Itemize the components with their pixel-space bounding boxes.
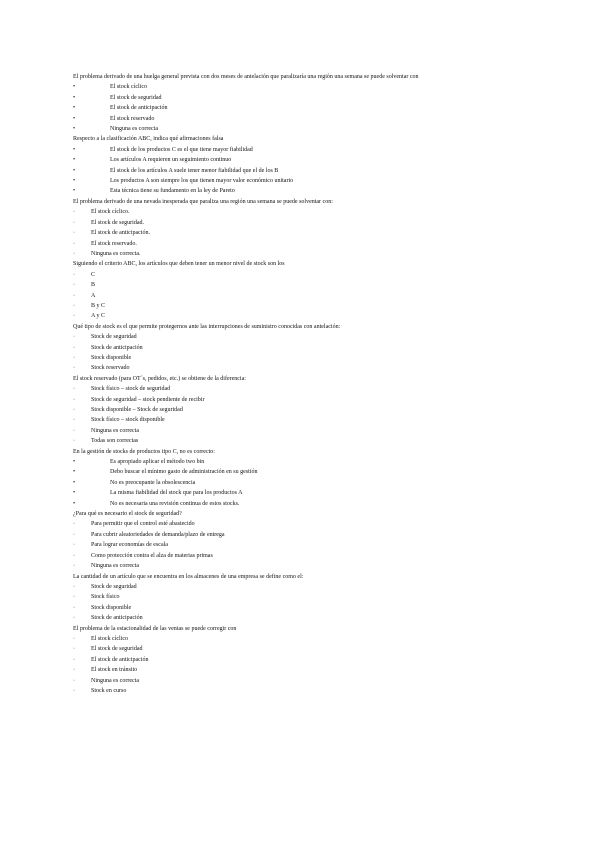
answer-option xyxy=(73,239,543,249)
bullet-marker: • xyxy=(73,479,76,486)
question-block xyxy=(73,509,543,571)
answer-option xyxy=(73,603,543,613)
option-text: Stock disponible xyxy=(91,354,132,361)
answer-option xyxy=(73,499,543,509)
option-text: No es preocupante la obsolescencia xyxy=(110,479,196,486)
question-text: La cantidad de un artículo que se encuentra en los almacenes de una empresa se define como el: xyxy=(73,573,304,580)
answer-option xyxy=(73,93,543,103)
answer-option xyxy=(73,613,543,623)
option-text: La misma fiabilidad del stock que para los productos A xyxy=(110,490,243,497)
answer-option xyxy=(73,228,543,238)
bullet-marker: • xyxy=(73,157,76,164)
question-block xyxy=(73,322,543,374)
bullet-marker: • xyxy=(73,500,76,507)
option-text: El stock reservado xyxy=(110,115,155,122)
bullet-marker: · xyxy=(73,250,75,257)
answer-option xyxy=(73,582,543,592)
bullet-marker: · xyxy=(73,531,75,538)
answer-option xyxy=(73,280,543,290)
bullet-marker: • xyxy=(73,94,76,101)
answer-option xyxy=(73,665,543,675)
answer-option xyxy=(73,249,543,259)
answer-option xyxy=(73,332,543,342)
question-block xyxy=(73,259,543,321)
bullet-marker: · xyxy=(73,240,75,247)
option-text: Stock físico – stock disponible xyxy=(91,417,165,424)
option-text: Stock de anticipación xyxy=(91,344,143,351)
bullet-marker: · xyxy=(73,667,75,674)
bullet-marker: • xyxy=(73,115,76,122)
question-block xyxy=(73,72,543,134)
option-text: A xyxy=(91,292,96,299)
option-text: Ninguna es correcta xyxy=(91,427,139,434)
answer-option xyxy=(73,457,543,467)
bullet-marker: • xyxy=(73,178,76,185)
option-text: No es necesaria una revisión continua de estos stocks. xyxy=(110,500,240,507)
question-text: El problema derivado de una nevada inesperada que paraliza una región una semana se puede solventar con: xyxy=(73,198,333,205)
answer-option xyxy=(73,488,543,498)
answer-option xyxy=(73,634,543,644)
option-text: A y C xyxy=(91,313,106,320)
option-text: Para lograr economías de escala xyxy=(91,542,168,549)
bullet-marker: · xyxy=(73,677,75,684)
option-text: Stock de seguridad – stock pendiente de recibir xyxy=(91,396,205,403)
option-text: El stock cíclico xyxy=(110,84,147,91)
answer-option xyxy=(73,530,543,540)
question-block xyxy=(73,134,543,196)
question-text: El problema derivado de una huelga general prevista con dos meses de antelación que paralizaría una región una semana se puede solventar con xyxy=(73,74,419,80)
option-text: Esta técnica tiene su fundamento en la ley de Pareto xyxy=(110,188,235,195)
bullet-marker: · xyxy=(73,417,75,424)
document-body xyxy=(73,72,543,696)
option-text: El stock de anticipación xyxy=(91,656,149,663)
bullet-marker: · xyxy=(73,427,75,434)
answer-option xyxy=(73,426,543,436)
option-text: Stock de anticipación xyxy=(91,615,143,622)
answer-option xyxy=(73,291,543,301)
answer-option xyxy=(73,686,543,696)
answer-option xyxy=(73,145,543,155)
question-block xyxy=(73,447,543,509)
answer-option xyxy=(73,395,543,405)
question-block xyxy=(73,197,543,259)
answer-option xyxy=(73,363,543,373)
answer-option xyxy=(73,478,543,488)
bullet-marker: · xyxy=(73,219,75,226)
bullet-marker: · xyxy=(73,365,75,372)
answer-option xyxy=(73,155,543,165)
option-text: Para permitir que el control esté abastecido xyxy=(91,521,195,528)
answer-option xyxy=(73,353,543,363)
answer-option xyxy=(73,644,543,654)
bullet-marker: • xyxy=(73,490,76,497)
question-block xyxy=(73,624,543,697)
option-text: El stock de seguridad xyxy=(110,94,162,101)
option-text: Stock disponible – Stock de seguridad xyxy=(91,407,183,413)
answer-option xyxy=(73,114,543,124)
question-block xyxy=(73,572,543,624)
bullet-marker: · xyxy=(73,615,75,622)
bullet-marker: · xyxy=(73,438,75,445)
question-text: En la gestión de stocks de productos tipo C, no es correcto: xyxy=(73,448,215,455)
question-block xyxy=(73,374,543,447)
answer-option xyxy=(73,436,543,446)
question-text: El stock reservado (para OT´s, pedidos, etc.) se obtiene de la diferencia: xyxy=(73,375,246,382)
option-text: Stock disponible xyxy=(91,604,132,611)
bullet-marker: · xyxy=(73,604,75,611)
bullet-marker: · xyxy=(73,230,75,237)
option-text: El stock de seguridad xyxy=(91,646,143,653)
option-text: Stock de seguridad xyxy=(91,334,137,341)
bullet-marker: • xyxy=(73,105,76,112)
answer-option xyxy=(73,176,543,186)
option-text: El stock en tránsito xyxy=(91,667,138,674)
bullet-marker: · xyxy=(73,292,75,299)
bullet-marker: · xyxy=(73,583,75,590)
answer-option xyxy=(73,655,543,665)
answer-option xyxy=(73,311,543,321)
question-text: ¿Para qué es necesario el stock de seguridad? xyxy=(73,511,182,518)
bullet-marker: · xyxy=(73,313,75,320)
option-text: El stock de anticipación xyxy=(110,105,168,112)
question-text: Siguiendo el criterio ABC, los artículos que deben tener un menor nivel de stock son los xyxy=(73,261,285,268)
bullet-marker: · xyxy=(73,646,75,653)
option-text: Debo buscar el mínimo gasto de administración en su gestión xyxy=(110,469,258,476)
option-text: Stock reservado xyxy=(91,365,130,372)
answer-option xyxy=(73,405,543,415)
answer-option xyxy=(73,103,543,113)
option-text: El stock de los productos C es el que tiene mayor fiabilidad xyxy=(110,146,253,153)
option-text: El stock de los artículos A suele tener menor fiabilidad que el de los B xyxy=(110,167,279,174)
answer-option xyxy=(73,467,543,477)
option-text: Stock en curso xyxy=(91,687,127,694)
bullet-marker: · xyxy=(73,354,75,361)
bullet-marker: · xyxy=(73,334,75,341)
option-text: El stock de anticipación. xyxy=(91,230,150,237)
bullet-marker: · xyxy=(73,687,75,694)
bullet-marker: · xyxy=(73,594,75,601)
question-text: El problema de la estacionalidad de las ventas se puede corregir con xyxy=(73,625,237,632)
bullet-marker: · xyxy=(73,563,75,570)
option-text: Los artículos A requieren un seguimiento continuo xyxy=(110,157,232,164)
option-text: Stock físico xyxy=(91,594,120,601)
answer-option xyxy=(73,519,543,529)
bullet-marker: · xyxy=(73,542,75,549)
answer-option xyxy=(73,82,543,92)
bullet-marker: · xyxy=(73,656,75,663)
answer-option xyxy=(73,270,543,280)
option-text: El stock reservado. xyxy=(91,240,137,247)
bullet-marker: · xyxy=(73,386,75,393)
bullet-marker: · xyxy=(73,635,75,642)
bullet-marker: · xyxy=(73,396,75,403)
option-text: Stock físico – stock de seguridad xyxy=(91,386,171,393)
option-text: Todas son correctas xyxy=(91,438,139,445)
option-text: Ninguna es correcta xyxy=(110,126,158,133)
answer-option xyxy=(73,301,543,311)
bullet-marker: · xyxy=(73,282,75,289)
answer-option xyxy=(73,540,543,550)
bullet-marker: · xyxy=(73,344,75,351)
bullet-marker: · xyxy=(73,302,75,309)
answer-option xyxy=(73,186,543,196)
bullet-marker: • xyxy=(73,167,76,174)
option-text: Ninguna es correcta. xyxy=(91,250,141,257)
bullet-marker: • xyxy=(73,459,76,466)
option-text: Stock de seguridad xyxy=(91,583,137,590)
answer-option xyxy=(73,218,543,228)
option-text: El stock cíclico. xyxy=(91,209,130,216)
bullet-marker: · xyxy=(73,209,75,216)
bullet-marker: · xyxy=(73,407,75,413)
option-text: B y C xyxy=(91,302,106,309)
answer-option xyxy=(73,592,543,602)
question-text: Respecto a la clasificación ABC, indica qué afirmaciones falsa xyxy=(73,136,224,143)
bullet-marker: • xyxy=(73,188,76,195)
answer-option xyxy=(73,415,543,425)
bullet-marker: • xyxy=(73,469,76,476)
answer-option xyxy=(73,561,543,571)
option-text: Es apropiado aplicar el método two bin xyxy=(110,459,205,466)
answer-option xyxy=(73,124,543,134)
answer-option xyxy=(73,676,543,686)
option-text: Ninguna es correcta xyxy=(91,677,139,684)
answer-option xyxy=(73,207,543,217)
option-text: El stock cíclico xyxy=(91,635,128,642)
bullet-marker: · xyxy=(73,521,75,528)
bullet-marker: · xyxy=(73,271,75,278)
bullet-marker: • xyxy=(73,84,76,91)
option-text: B xyxy=(91,282,96,289)
answer-option xyxy=(73,384,543,394)
option-text: C xyxy=(91,271,96,278)
option-text: El stock de seguridad. xyxy=(91,219,144,226)
bullet-marker: • xyxy=(73,146,76,153)
option-text: Para cubrir aleatoriedades de demanda/plazo de entrega xyxy=(91,531,225,538)
option-text: Ninguna es correcta xyxy=(91,563,139,570)
option-text: Los productos A son siempre los que tienen mayor valor económico unitario xyxy=(110,178,294,185)
answer-option xyxy=(73,551,543,561)
option-text: Como protección contra el alza de materias primas xyxy=(91,552,213,559)
question-text: Qué tipo de stock es el que permite protegernos ante las interrupciones de suministro conocidas con antelación: xyxy=(73,323,341,330)
answer-option xyxy=(73,343,543,353)
bullet-marker: · xyxy=(73,552,75,559)
bullet-marker: • xyxy=(73,126,76,133)
answer-option xyxy=(73,166,543,176)
